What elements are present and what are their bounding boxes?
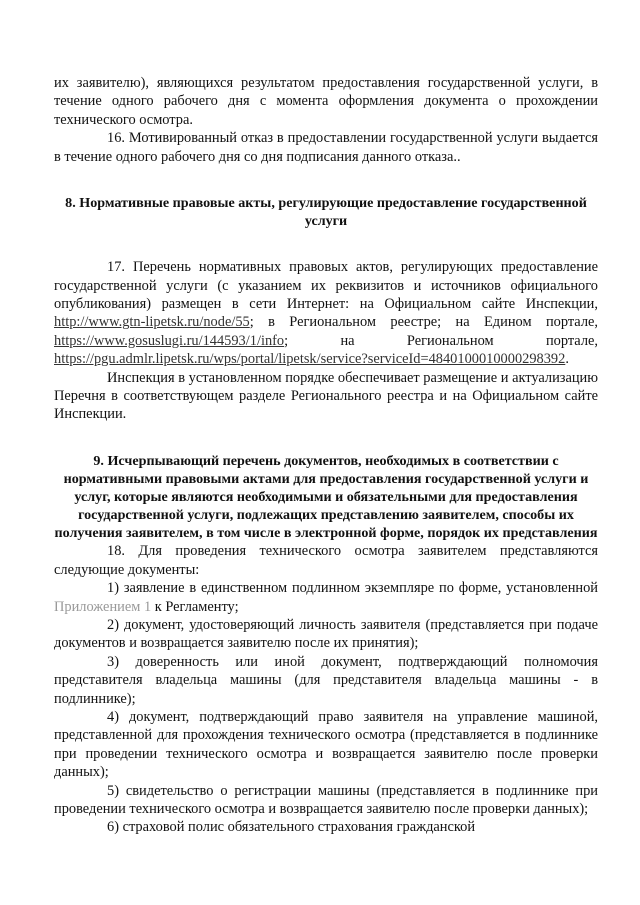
regional-registry-text: ; в Региональном реестре; на Едином портале, <box>249 314 598 331</box>
list-item-3: 3) доверенность или иной документ, подтверждающий полномочия представителя владельца машины (для представителя владельца машины - в подлиннике); <box>54 653 598 707</box>
gosuslugi-link[interactable]: https://www.gosuslugi.ru/144593/1/info <box>54 332 285 349</box>
list-item-4: 4) документ, подтверждающий право заявителя на управление машиной, представленной для прохождения технического осмотра (представляется в подлиннике при проведении технического осмотра и возвращается заявителю после проверки данных); <box>54 709 598 781</box>
list-item-2: 2) документ, удостоверяющий личность заявителя (представляется при подаче документов и возвращается заявителю после их принятия); <box>54 616 598 652</box>
item-1-text: 1) заявление в единственном подлинном экземпляре по форме, установленной <box>107 580 598 597</box>
regional-portal-text: ; на Региональном портале, <box>284 332 598 349</box>
list-item-5: 5) свидетельство о регистрации машины (представляется в подлиннике при проведении технического осмотра и возвращается заявителю после проверки данных); <box>54 782 598 818</box>
paragraph-18: 18. Для проведения технического осмотра заявителем представляются следующие документы: <box>54 543 598 578</box>
pgu-link[interactable]: https://pgu.admlr.lipetsk.ru/wps/portal/lipetsk/service?serviceId=4840100010000298392 <box>54 351 566 368</box>
inspection-site-link[interactable]: http://www.gtn-lipetsk.ru/node/55 <box>54 314 250 331</box>
paragraph-17-text: 17. Перечень нормативных правовых актов, регулирующих предоставление государственной услуги (с указанием их реквизитов и источников официального опубликования) размещен в сети Интернет: на Официальном сайте Инспекции, <box>54 259 598 313</box>
list-item-1 <box>54 579 598 616</box>
list-item-6: 6) страховой полис обязательного страхования гражданской <box>107 819 476 836</box>
paragraph-17-end: . <box>565 351 569 368</box>
section-8-heading: 8. Нормативные правовые акты, регулирующие предоставление государственной услуги <box>65 195 587 230</box>
document-body <box>54 74 598 837</box>
appendix-1-link[interactable]: Приложением 1 <box>54 598 152 615</box>
item-1-end: к Регламенту; <box>151 598 239 615</box>
paragraph-intro: их заявителю), являющихся результатом предоставления государственной услуги, в течение одного рабочего дня с момента оформления документа о прохождении технического осмотра. <box>54 75 598 128</box>
paragraph-17 <box>54 258 598 368</box>
paragraph-16: 16. Мотивированный отказ в предоставлении государственной услуги выдается в течение одного рабочего дня со дня подписания данного отказа.. <box>54 130 598 165</box>
section-9-heading: 9. Исчерпывающий перечень документов, необходимых в соответствии с нормативными правовыми актами для предоставления государственной услуги и услуг, которые являются необходимыми и обязательными для предоставления государственной услуги, подлежащих представлению заявителем, способы их получения заявителем, в том числе в электронной форме, порядок их представления <box>54 452 598 542</box>
paragraph-inspection: Инспекция в установленном порядке обеспечивает размещение и актуализацию Перечня в соответствующем разделе Регионального реестра и на Официальном сайте Инспекции. <box>54 369 598 423</box>
